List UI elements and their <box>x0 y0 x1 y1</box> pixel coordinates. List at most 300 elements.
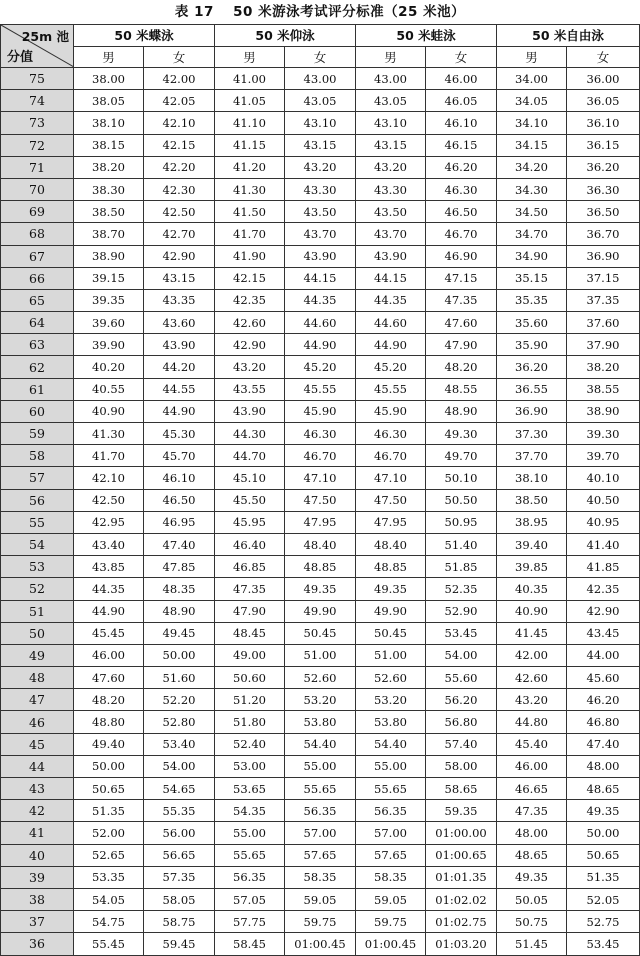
time-cell-butterfly-female: 56.65 <box>144 844 215 866</box>
time-cell-butterfly-male: 49.40 <box>74 733 144 755</box>
time-cell-butterfly-male: 38.00 <box>74 68 144 90</box>
time-cell-backstroke-female: 48.40 <box>285 533 356 555</box>
time-cell-backstroke-male: 42.15 <box>215 267 285 289</box>
score-cell: 72 <box>1 134 74 156</box>
time-cell-breaststroke-female: 01:00.65 <box>426 844 497 866</box>
table-row <box>1 866 640 888</box>
time-cell-butterfly-female: 49.45 <box>144 622 215 644</box>
score-cell: 75 <box>1 68 74 90</box>
time-cell-butterfly-female: 52.20 <box>144 689 215 711</box>
time-cell-breaststroke-male: 44.35 <box>356 289 426 311</box>
time-cell-breaststroke-female: 46.10 <box>426 112 497 134</box>
score-cell: 58 <box>1 445 74 467</box>
time-cell-backstroke-female: 44.60 <box>285 312 356 334</box>
time-cell-backstroke-female: 45.20 <box>285 356 356 378</box>
male-header: 男 <box>356 46 426 68</box>
time-cell-breaststroke-male: 57.65 <box>356 844 426 866</box>
time-cell-breaststroke-male: 50.45 <box>356 622 426 644</box>
time-cell-butterfly-male: 53.35 <box>74 866 144 888</box>
time-cell-freestyle-male: 46.65 <box>497 778 567 800</box>
time-cell-breaststroke-female: 47.35 <box>426 289 497 311</box>
male-header: 男 <box>215 46 285 68</box>
table-row <box>1 68 640 90</box>
time-cell-backstroke-female: 43.50 <box>285 201 356 223</box>
table-row <box>1 423 640 445</box>
time-cell-breaststroke-female: 48.90 <box>426 400 497 422</box>
time-cell-breaststroke-female: 46.20 <box>426 156 497 178</box>
time-cell-freestyle-female: 48.65 <box>567 778 640 800</box>
time-cell-butterfly-male: 50.00 <box>74 755 144 777</box>
time-cell-backstroke-female: 43.20 <box>285 156 356 178</box>
score-cell: 52 <box>1 578 74 600</box>
time-cell-backstroke-male: 45.50 <box>215 489 285 511</box>
time-cell-butterfly-male: 46.00 <box>74 644 144 666</box>
table-title: 表 17 50 米游泳考试评分标准（25 米池） <box>174 4 466 20</box>
time-cell-freestyle-male: 34.20 <box>497 156 567 178</box>
time-cell-freestyle-female: 38.20 <box>567 356 640 378</box>
table-row <box>1 822 640 844</box>
time-cell-freestyle-female: 44.00 <box>567 644 640 666</box>
time-cell-breaststroke-female: 50.10 <box>426 467 497 489</box>
scoring-table <box>0 24 640 956</box>
score-cell: 43 <box>1 778 74 800</box>
time-cell-freestyle-female: 37.35 <box>567 289 640 311</box>
time-cell-freestyle-male: 35.90 <box>497 334 567 356</box>
time-cell-butterfly-female: 58.05 <box>144 888 215 910</box>
time-cell-freestyle-male: 48.00 <box>497 822 567 844</box>
time-cell-backstroke-female: 49.90 <box>285 600 356 622</box>
time-cell-butterfly-female: 42.20 <box>144 156 215 178</box>
time-cell-breaststroke-female: 55.60 <box>426 667 497 689</box>
time-cell-backstroke-male: 56.35 <box>215 866 285 888</box>
time-cell-breaststroke-female: 47.15 <box>426 267 497 289</box>
time-cell-backstroke-male: 46.40 <box>215 533 285 555</box>
time-cell-freestyle-male: 34.70 <box>497 223 567 245</box>
time-cell-butterfly-male: 45.45 <box>74 622 144 644</box>
time-cell-backstroke-male: 41.10 <box>215 112 285 134</box>
time-cell-backstroke-male: 49.00 <box>215 644 285 666</box>
time-cell-butterfly-male: 38.10 <box>74 112 144 134</box>
time-cell-breaststroke-female: 46.15 <box>426 134 497 156</box>
time-cell-freestyle-male: 38.95 <box>497 511 567 533</box>
score-cell: 49 <box>1 644 74 666</box>
table-row <box>1 489 640 511</box>
time-cell-freestyle-female: 50.65 <box>567 844 640 866</box>
female-header: 女 <box>567 46 640 68</box>
time-cell-breaststroke-female: 01:02.75 <box>426 911 497 933</box>
time-cell-breaststroke-female: 58.00 <box>426 755 497 777</box>
time-cell-butterfly-female: 45.70 <box>144 445 215 467</box>
score-cell: 57 <box>1 467 74 489</box>
time-cell-butterfly-female: 47.85 <box>144 556 215 578</box>
time-cell-breaststroke-male: 58.35 <box>356 866 426 888</box>
time-cell-butterfly-male: 38.20 <box>74 156 144 178</box>
time-cell-backstroke-female: 49.35 <box>285 578 356 600</box>
score-cell: 65 <box>1 289 74 311</box>
time-cell-freestyle-male: 49.35 <box>497 866 567 888</box>
time-cell-butterfly-male: 52.65 <box>74 844 144 866</box>
time-cell-backstroke-male: 43.20 <box>215 356 285 378</box>
time-cell-freestyle-female: 46.20 <box>567 689 640 711</box>
time-cell-breaststroke-male: 52.60 <box>356 667 426 689</box>
time-cell-breaststroke-male: 47.50 <box>356 489 426 511</box>
time-cell-backstroke-female: 46.30 <box>285 423 356 445</box>
time-cell-freestyle-female: 36.00 <box>567 68 640 90</box>
time-cell-freestyle-female: 37.15 <box>567 267 640 289</box>
time-cell-butterfly-female: 46.50 <box>144 489 215 511</box>
time-cell-butterfly-female: 44.20 <box>144 356 215 378</box>
time-cell-freestyle-male: 34.90 <box>497 245 567 267</box>
time-cell-backstroke-male: 41.20 <box>215 156 285 178</box>
time-cell-breaststroke-female: 47.90 <box>426 334 497 356</box>
time-cell-breaststroke-female: 56.80 <box>426 711 497 733</box>
time-cell-freestyle-female: 45.60 <box>567 667 640 689</box>
time-cell-butterfly-male: 40.20 <box>74 356 144 378</box>
time-cell-butterfly-female: 42.00 <box>144 68 215 90</box>
time-cell-freestyle-female: 36.70 <box>567 223 640 245</box>
time-cell-butterfly-male: 44.35 <box>74 578 144 600</box>
table-row <box>1 711 640 733</box>
time-cell-backstroke-male: 43.55 <box>215 378 285 400</box>
time-cell-freestyle-male: 38.10 <box>497 467 567 489</box>
table-row <box>1 156 640 178</box>
score-cell: 37 <box>1 911 74 933</box>
time-cell-freestyle-female: 37.60 <box>567 312 640 334</box>
time-cell-backstroke-female: 46.70 <box>285 445 356 467</box>
time-cell-backstroke-male: 53.00 <box>215 755 285 777</box>
time-cell-breaststroke-male: 43.90 <box>356 245 426 267</box>
table-row <box>1 733 640 755</box>
score-cell: 73 <box>1 112 74 134</box>
time-cell-breaststroke-male: 47.95 <box>356 511 426 533</box>
time-cell-breaststroke-male: 49.35 <box>356 578 426 600</box>
time-cell-breaststroke-female: 01:00.00 <box>426 822 497 844</box>
time-cell-breaststroke-female: 46.00 <box>426 68 497 90</box>
time-cell-backstroke-female: 55.65 <box>285 778 356 800</box>
time-cell-freestyle-male: 46.00 <box>497 755 567 777</box>
time-cell-breaststroke-male: 51.00 <box>356 644 426 666</box>
time-cell-breaststroke-female: 49.70 <box>426 445 497 467</box>
time-cell-breaststroke-male: 59.05 <box>356 888 426 910</box>
time-cell-butterfly-female: 43.90 <box>144 334 215 356</box>
table-row <box>1 223 640 245</box>
time-cell-butterfly-male: 47.60 <box>74 667 144 689</box>
time-cell-backstroke-female: 43.00 <box>285 68 356 90</box>
time-cell-breaststroke-male: 46.70 <box>356 445 426 467</box>
time-cell-breaststroke-female: 52.90 <box>426 600 497 622</box>
time-cell-backstroke-male: 44.70 <box>215 445 285 467</box>
time-cell-breaststroke-male: 43.70 <box>356 223 426 245</box>
time-cell-butterfly-male: 42.10 <box>74 467 144 489</box>
table-row <box>1 600 640 622</box>
time-cell-freestyle-female: 48.00 <box>567 755 640 777</box>
time-cell-butterfly-male: 38.50 <box>74 201 144 223</box>
score-cell: 54 <box>1 533 74 555</box>
time-cell-freestyle-male: 40.35 <box>497 578 567 600</box>
time-cell-freestyle-female: 40.50 <box>567 489 640 511</box>
time-cell-backstroke-male: 57.75 <box>215 911 285 933</box>
time-cell-backstroke-female: 57.65 <box>285 844 356 866</box>
time-cell-freestyle-female: 52.75 <box>567 911 640 933</box>
time-cell-freestyle-male: 34.05 <box>497 90 567 112</box>
time-cell-backstroke-female: 53.20 <box>285 689 356 711</box>
time-cell-breaststroke-female: 46.30 <box>426 178 497 200</box>
time-cell-breaststroke-female: 50.50 <box>426 489 497 511</box>
time-cell-butterfly-female: 47.40 <box>144 533 215 555</box>
time-cell-breaststroke-male: 49.90 <box>356 600 426 622</box>
time-cell-freestyle-female: 36.30 <box>567 178 640 200</box>
time-cell-freestyle-male: 36.90 <box>497 400 567 422</box>
time-cell-freestyle-female: 36.10 <box>567 112 640 134</box>
time-cell-freestyle-female: 36.20 <box>567 156 640 178</box>
time-cell-breaststroke-female: 01:02.02 <box>426 888 497 910</box>
time-cell-freestyle-male: 34.30 <box>497 178 567 200</box>
time-cell-backstroke-male: 55.65 <box>215 844 285 866</box>
time-cell-butterfly-male: 38.70 <box>74 223 144 245</box>
time-cell-breaststroke-male: 43.20 <box>356 156 426 178</box>
time-cell-butterfly-female: 46.95 <box>144 511 215 533</box>
time-cell-butterfly-female: 55.35 <box>144 800 215 822</box>
table-row <box>1 400 640 422</box>
time-cell-butterfly-male: 38.90 <box>74 245 144 267</box>
time-cell-breaststroke-female: 47.60 <box>426 312 497 334</box>
time-cell-butterfly-male: 38.30 <box>74 178 144 200</box>
score-cell: 63 <box>1 334 74 356</box>
time-cell-butterfly-female: 44.55 <box>144 378 215 400</box>
time-cell-backstroke-male: 41.00 <box>215 68 285 90</box>
table-row <box>1 911 640 933</box>
time-cell-breaststroke-male: 45.55 <box>356 378 426 400</box>
time-cell-butterfly-male: 39.60 <box>74 312 144 334</box>
time-cell-backstroke-male: 45.10 <box>215 467 285 489</box>
time-cell-butterfly-male: 42.50 <box>74 489 144 511</box>
score-label: 分值 <box>7 50 34 65</box>
time-cell-freestyle-male: 35.60 <box>497 312 567 334</box>
time-cell-freestyle-female: 50.00 <box>567 822 640 844</box>
score-cell: 64 <box>1 312 74 334</box>
time-cell-breaststroke-male: 56.35 <box>356 800 426 822</box>
time-cell-backstroke-male: 42.35 <box>215 289 285 311</box>
time-cell-butterfly-female: 42.15 <box>144 134 215 156</box>
time-cell-butterfly-male: 43.85 <box>74 556 144 578</box>
table-row <box>1 312 640 334</box>
time-cell-breaststroke-male: 54.40 <box>356 733 426 755</box>
table-row <box>1 888 640 910</box>
time-cell-backstroke-female: 57.00 <box>285 822 356 844</box>
time-cell-breaststroke-male: 44.15 <box>356 267 426 289</box>
time-cell-freestyle-female: 51.35 <box>567 866 640 888</box>
time-cell-freestyle-male: 43.20 <box>497 689 567 711</box>
time-cell-butterfly-female: 48.90 <box>144 600 215 622</box>
time-cell-breaststroke-female: 48.55 <box>426 378 497 400</box>
time-cell-backstroke-female: 47.50 <box>285 489 356 511</box>
time-cell-backstroke-male: 41.90 <box>215 245 285 267</box>
time-cell-breaststroke-female: 52.35 <box>426 578 497 600</box>
time-cell-butterfly-male: 40.90 <box>74 400 144 422</box>
time-cell-breaststroke-female: 49.30 <box>426 423 497 445</box>
time-cell-butterfly-female: 54.65 <box>144 778 215 800</box>
time-cell-freestyle-female: 40.95 <box>567 511 640 533</box>
score-cell: 62 <box>1 356 74 378</box>
time-cell-breaststroke-female: 58.65 <box>426 778 497 800</box>
time-cell-butterfly-male: 39.35 <box>74 289 144 311</box>
male-header: 男 <box>74 46 144 68</box>
time-cell-backstroke-male: 55.00 <box>215 822 285 844</box>
time-cell-freestyle-male: 45.40 <box>497 733 567 755</box>
time-cell-backstroke-male: 41.05 <box>215 90 285 112</box>
time-cell-backstroke-male: 43.90 <box>215 400 285 422</box>
time-cell-butterfly-male: 54.75 <box>74 911 144 933</box>
time-cell-breaststroke-male: 53.20 <box>356 689 426 711</box>
time-cell-backstroke-female: 47.95 <box>285 511 356 533</box>
table-row <box>1 289 640 311</box>
time-cell-butterfly-female: 42.70 <box>144 223 215 245</box>
table-row <box>1 267 640 289</box>
event-header-freestyle: 50 米自由泳 <box>497 25 640 47</box>
score-cell: 47 <box>1 689 74 711</box>
time-cell-butterfly-female: 53.40 <box>144 733 215 755</box>
time-cell-backstroke-male: 44.30 <box>215 423 285 445</box>
time-cell-backstroke-female: 45.90 <box>285 400 356 422</box>
table-row <box>1 622 640 644</box>
time-cell-backstroke-female: 58.35 <box>285 866 356 888</box>
time-cell-breaststroke-male: 43.00 <box>356 68 426 90</box>
time-cell-breaststroke-female: 57.40 <box>426 733 497 755</box>
time-cell-butterfly-male: 38.05 <box>74 90 144 112</box>
time-cell-breaststroke-male: 59.75 <box>356 911 426 933</box>
time-cell-freestyle-female: 41.85 <box>567 556 640 578</box>
score-cell: 48 <box>1 667 74 689</box>
time-cell-butterfly-male: 55.45 <box>74 933 144 955</box>
time-cell-backstroke-male: 52.40 <box>215 733 285 755</box>
time-cell-freestyle-male: 38.50 <box>497 489 567 511</box>
time-cell-breaststroke-male: 46.30 <box>356 423 426 445</box>
table-row <box>1 778 640 800</box>
time-cell-backstroke-female: 43.30 <box>285 178 356 200</box>
table-row <box>1 533 640 555</box>
time-cell-backstroke-male: 46.85 <box>215 556 285 578</box>
time-cell-butterfly-female: 42.30 <box>144 178 215 200</box>
time-cell-breaststroke-female: 46.05 <box>426 90 497 112</box>
time-cell-backstroke-male: 41.70 <box>215 223 285 245</box>
time-cell-backstroke-female: 44.35 <box>285 289 356 311</box>
time-cell-breaststroke-male: 53.80 <box>356 711 426 733</box>
time-cell-breaststroke-male: 45.90 <box>356 400 426 422</box>
time-cell-freestyle-female: 36.90 <box>567 245 640 267</box>
time-cell-backstroke-male: 53.65 <box>215 778 285 800</box>
time-cell-breaststroke-female: 46.90 <box>426 245 497 267</box>
table-row <box>1 844 640 866</box>
time-cell-backstroke-female: 43.05 <box>285 90 356 112</box>
score-cell: 61 <box>1 378 74 400</box>
time-cell-butterfly-male: 48.20 <box>74 689 144 711</box>
female-header: 女 <box>144 46 215 68</box>
time-cell-butterfly-female: 45.30 <box>144 423 215 445</box>
time-cell-freestyle-female: 46.80 <box>567 711 640 733</box>
time-cell-breaststroke-female: 53.45 <box>426 622 497 644</box>
time-cell-butterfly-female: 48.35 <box>144 578 215 600</box>
time-cell-freestyle-female: 36.50 <box>567 201 640 223</box>
time-cell-backstroke-female: 56.35 <box>285 800 356 822</box>
time-cell-breaststroke-male: 43.30 <box>356 178 426 200</box>
time-cell-butterfly-female: 46.10 <box>144 467 215 489</box>
score-cell: 66 <box>1 267 74 289</box>
time-cell-freestyle-male: 41.45 <box>497 622 567 644</box>
table-row <box>1 755 640 777</box>
time-cell-freestyle-male: 39.40 <box>497 533 567 555</box>
time-cell-backstroke-male: 58.45 <box>215 933 285 955</box>
time-cell-butterfly-male: 52.00 <box>74 822 144 844</box>
time-cell-freestyle-male: 42.00 <box>497 644 567 666</box>
table-row <box>1 667 640 689</box>
score-cell: 67 <box>1 245 74 267</box>
time-cell-freestyle-female: 49.35 <box>567 800 640 822</box>
table-row <box>1 644 640 666</box>
time-cell-freestyle-female: 38.55 <box>567 378 640 400</box>
time-cell-freestyle-male: 40.90 <box>497 600 567 622</box>
time-cell-freestyle-male: 34.15 <box>497 134 567 156</box>
time-cell-butterfly-female: 57.35 <box>144 866 215 888</box>
time-cell-breaststroke-male: 55.65 <box>356 778 426 800</box>
time-cell-backstroke-male: 41.15 <box>215 134 285 156</box>
time-cell-breaststroke-male: 48.40 <box>356 533 426 555</box>
time-cell-butterfly-female: 44.90 <box>144 400 215 422</box>
event-header-breaststroke: 50 米蛙泳 <box>356 25 497 47</box>
time-cell-freestyle-female: 36.15 <box>567 134 640 156</box>
table-row <box>1 90 640 112</box>
time-cell-freestyle-female: 52.05 <box>567 888 640 910</box>
score-cell: 41 <box>1 822 74 844</box>
time-cell-freestyle-female: 39.70 <box>567 445 640 467</box>
time-cell-butterfly-female: 58.75 <box>144 911 215 933</box>
time-cell-freestyle-female: 43.45 <box>567 622 640 644</box>
time-cell-breaststroke-female: 54.00 <box>426 644 497 666</box>
time-cell-breaststroke-female: 48.20 <box>426 356 497 378</box>
time-cell-backstroke-male: 54.35 <box>215 800 285 822</box>
score-cell: 50 <box>1 622 74 644</box>
time-cell-butterfly-male: 43.40 <box>74 533 144 555</box>
time-cell-backstroke-male: 47.90 <box>215 600 285 622</box>
score-cell: 36 <box>1 933 74 955</box>
time-cell-butterfly-male: 40.55 <box>74 378 144 400</box>
time-cell-backstroke-female: 44.90 <box>285 334 356 356</box>
time-cell-breaststroke-female: 01:03.20 <box>426 933 497 955</box>
time-cell-backstroke-male: 51.20 <box>215 689 285 711</box>
score-cell: 74 <box>1 90 74 112</box>
time-cell-butterfly-female: 59.45 <box>144 933 215 955</box>
time-cell-butterfly-male: 54.05 <box>74 888 144 910</box>
time-cell-backstroke-female: 53.80 <box>285 711 356 733</box>
time-cell-backstroke-female: 43.70 <box>285 223 356 245</box>
time-cell-freestyle-male: 39.85 <box>497 556 567 578</box>
table-row <box>1 556 640 578</box>
time-cell-butterfly-female: 42.05 <box>144 90 215 112</box>
table-row <box>1 467 640 489</box>
time-cell-butterfly-female: 42.50 <box>144 201 215 223</box>
time-cell-butterfly-male: 42.95 <box>74 511 144 533</box>
time-cell-breaststroke-male: 43.10 <box>356 112 426 134</box>
time-cell-butterfly-female: 43.60 <box>144 312 215 334</box>
table-row <box>1 178 640 200</box>
table-row <box>1 800 640 822</box>
header-corner-cell <box>1 25 74 68</box>
table-row <box>1 356 640 378</box>
table-row <box>1 511 640 533</box>
time-cell-breaststroke-female: 46.70 <box>426 223 497 245</box>
time-cell-backstroke-female: 43.10 <box>285 112 356 134</box>
time-cell-butterfly-male: 41.30 <box>74 423 144 445</box>
table-row <box>1 112 640 134</box>
